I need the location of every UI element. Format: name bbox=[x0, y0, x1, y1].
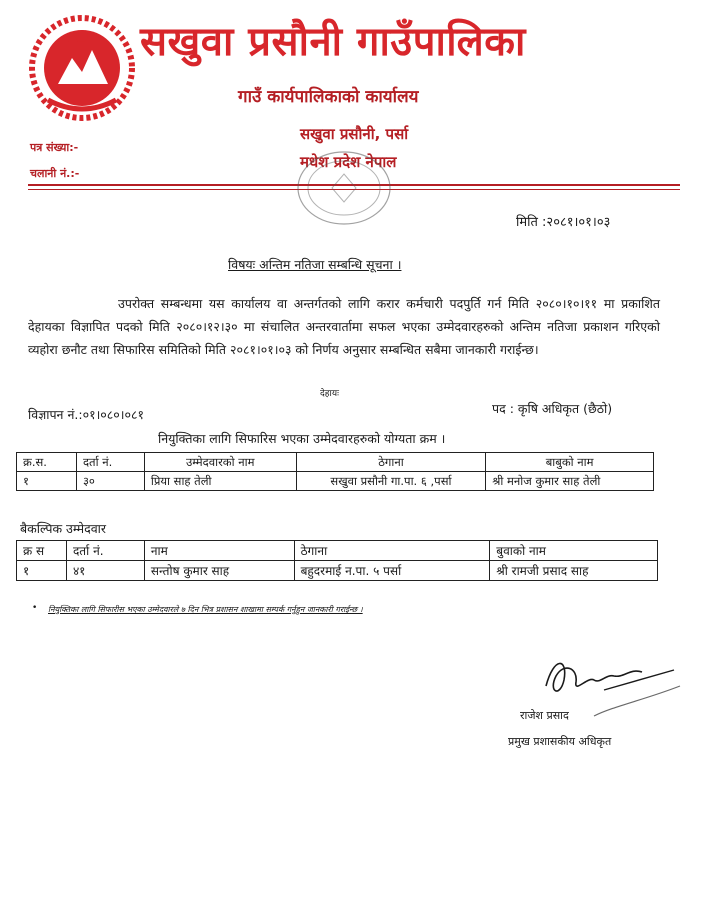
ref-number-label: पत्र संख्या:- bbox=[30, 141, 79, 154]
alternate-candidates-table bbox=[16, 540, 658, 581]
table-header-row bbox=[17, 541, 658, 561]
org-title: सखुवा प्रसौनी गाउँपालिका bbox=[140, 19, 526, 65]
col-header-name: नाम bbox=[144, 541, 294, 561]
col-header-reg-no: दर्ता नं. bbox=[66, 541, 144, 561]
address-line-1: सखुवा प्रसौनी, पर्सा bbox=[300, 125, 409, 143]
dispatch-number-label: चलानी नं.:- bbox=[30, 167, 80, 180]
footnote: नियुक्तिका लागि सिफारीस भएका उम्मेदवारले ७ दिन भित्र प्रशासन शाखामा सम्पर्क गर्नुहुन जानकारी गराईन्छ । bbox=[48, 605, 363, 614]
dehay-label: देहायः bbox=[320, 389, 339, 399]
cell-reg-no: ३० bbox=[76, 472, 144, 491]
col-header-address: ठेगाना bbox=[296, 453, 486, 472]
cell-address: बहुदरमाई न.पा. ५ पर्सा bbox=[294, 561, 490, 581]
cell-sn: १ bbox=[17, 561, 67, 581]
col-header-father: बुवाको नाम bbox=[490, 541, 658, 561]
cell-address: सखुवा प्रसौनी गा.पा. ६ ,पर्सा bbox=[296, 472, 486, 491]
post-title: पद : कृषि अधिकृत (छैठो) bbox=[492, 401, 613, 416]
letter-date: मिति :२०८१।०१।०३ bbox=[516, 215, 611, 230]
recommended-candidates-table bbox=[16, 452, 654, 491]
col-header-reg-no: दर्ता नं. bbox=[76, 453, 144, 472]
body-paragraph: उपरोक्त सम्बन्धमा यस कार्यालय वा अन्तर्गतको लागि करार कर्मचारी पदपुर्ति गर्न मिति २०८०।१०।११ मा प्रकाशित देहायका विज्ञापित पदको मिति २०८०।१२।३० मा संचालित अन्तरवार्तामा सफल भएका उम्मेदवारहरुको अन्तिम नतिजा प्रकाशन गरिएको व्यहोरा छनौट तथा सिफारिस समितिको मिति २०८१।०१।०३ को निर्णय अनुसार सम्बन्धित सबैमा जानकारी गराईन्छ। bbox=[28, 296, 660, 357]
table-row bbox=[17, 561, 658, 581]
address-line-2: मधेश प्रदेश नेपाल bbox=[300, 153, 397, 171]
signatory-name: राजेश प्रसाद bbox=[520, 709, 569, 722]
cell-name: सन्तोष कुमार साह bbox=[144, 561, 294, 581]
table-row bbox=[17, 472, 654, 491]
col-header-father: बाबुको नाम bbox=[486, 453, 654, 472]
cell-reg-no: ४१ bbox=[66, 561, 144, 581]
office-stamp-icon bbox=[294, 148, 397, 228]
subject-line: विषयः अन्तिम नतिजा सम्बन्धि सूचना । bbox=[228, 257, 402, 272]
cell-name: प्रिया साह तेली bbox=[144, 472, 296, 491]
col-header-sn: क्र.स. bbox=[17, 453, 77, 472]
col-header-name: उम्मेदवारको नाम bbox=[144, 453, 296, 472]
municipality-emblem-icon bbox=[28, 14, 136, 122]
recommended-table-caption: नियुक्तिका लागि सिफारिस भएका उम्मेदवारहरुको योग्यता क्रम । bbox=[158, 431, 446, 446]
cell-sn: १ bbox=[17, 472, 77, 491]
col-header-address: ठेगाना bbox=[294, 541, 490, 561]
advertisement-number: विज्ञापन नं.:०१।०८०।०८१ bbox=[28, 407, 145, 422]
table-header-row bbox=[17, 453, 654, 472]
alternate-candidates-title: बैकल्पिक उम्मेदवार bbox=[20, 521, 107, 536]
col-header-sn: क्र स bbox=[17, 541, 67, 561]
cell-father: श्री मनोज कुमार साह तेली bbox=[486, 472, 654, 491]
note-bullet-icon: • bbox=[32, 603, 38, 613]
cell-father: श्री रामजी प्रसाद साह bbox=[490, 561, 658, 581]
office-name: गाउँ कार्यपालिकाको कार्यालय bbox=[238, 87, 419, 107]
signatory-title: प्रमुख प्रशासकीय अधिकृत bbox=[508, 735, 612, 748]
